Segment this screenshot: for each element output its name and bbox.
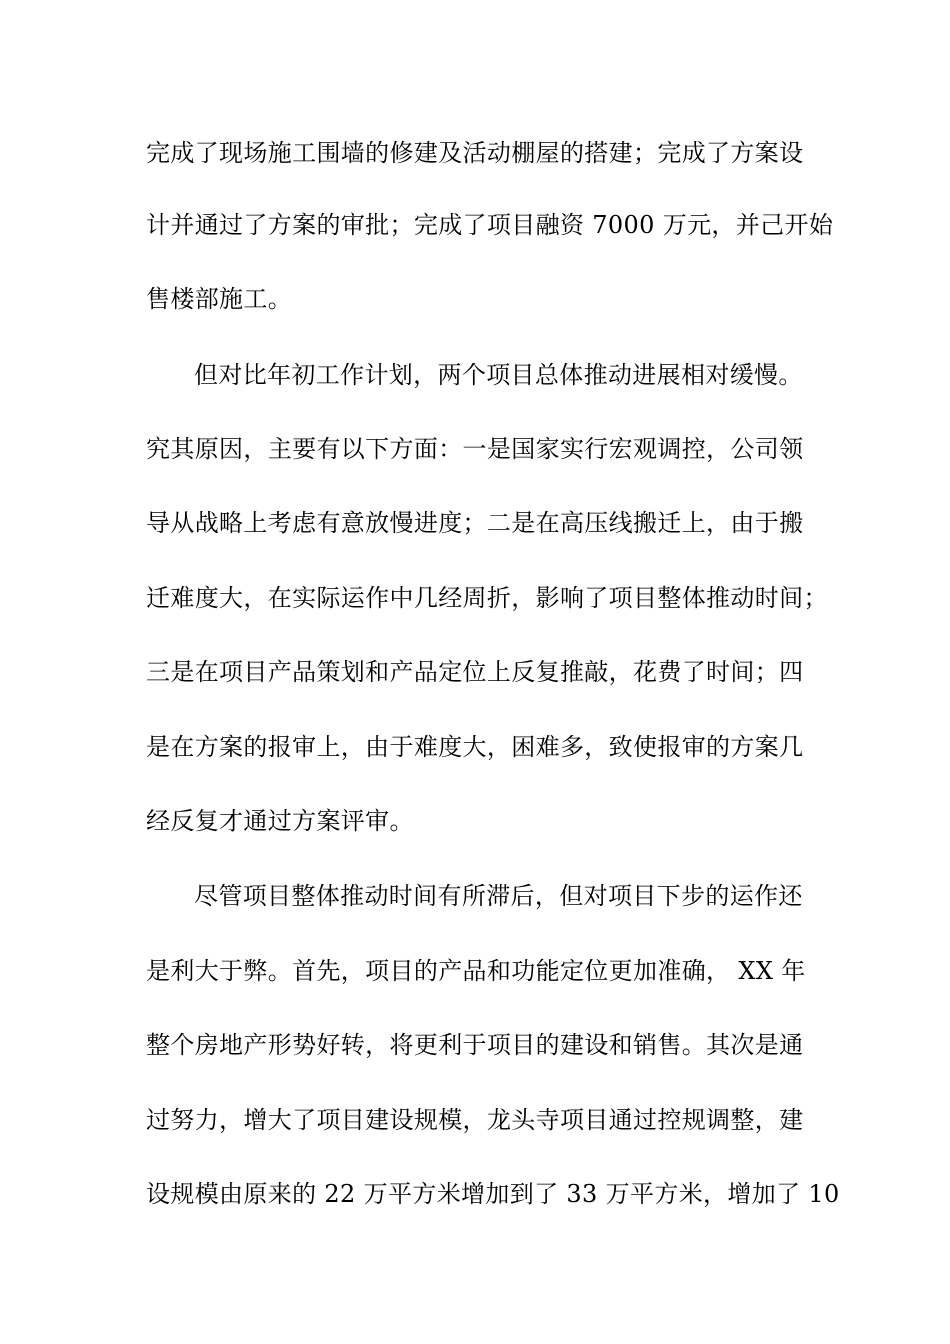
paragraph-line: 完成了现场施工围墙的修建及活动棚屋的搭建；完成了方案设 [146,139,804,167]
paragraph-line: 是在方案的报审上，由于难度大，困难多，致使报审的方案几 [146,733,804,761]
paragraph-line: 导从战略上考虑有意放慢进度；二是在高压线搬迁上，由于搬 [146,509,804,537]
paragraph-line: 经反复才通过方案评审。 [146,807,414,835]
paragraph-line: 售楼部施工。 [146,285,293,313]
paragraph-line: 迁难度大，在实际运作中几经周折，影响了项目整体推动时间； [146,584,828,612]
paragraph-line: 三是在项目产品策划和产品定位上反复推敲，花费了时间；四 [146,658,804,686]
paragraph-line: 但对比年初工作计划，两个项目总体推动进展相对缓慢。 [194,361,803,389]
paragraph-line: 计并通过了方案的审批；完成了项目融资 7000 万元，并己开始 [146,211,834,239]
paragraph-line: 过努力，增大了项目建设规模，龙头寺项目通过控规调整，建 [146,1106,804,1134]
paragraph-line: 是利大于弊。首先，项目的产品和功能定位更加准确， XX 年 [146,957,806,985]
paragraph-line: 尽管项目整体推动时间有所滞后，但对项目下步的运作还 [194,882,803,910]
paragraph-line: 整个房地产形势好转，将更利于项目的建设和销售。其次是通 [146,1031,804,1059]
paragraph-line: 设规模由原来的 22 万平方米增加到了 33 万平方米，增加了 10 [146,1180,840,1208]
paragraph-line: 究其原因，主要有以下方面：一是国家实行宏观调控，公司领 [146,435,804,463]
